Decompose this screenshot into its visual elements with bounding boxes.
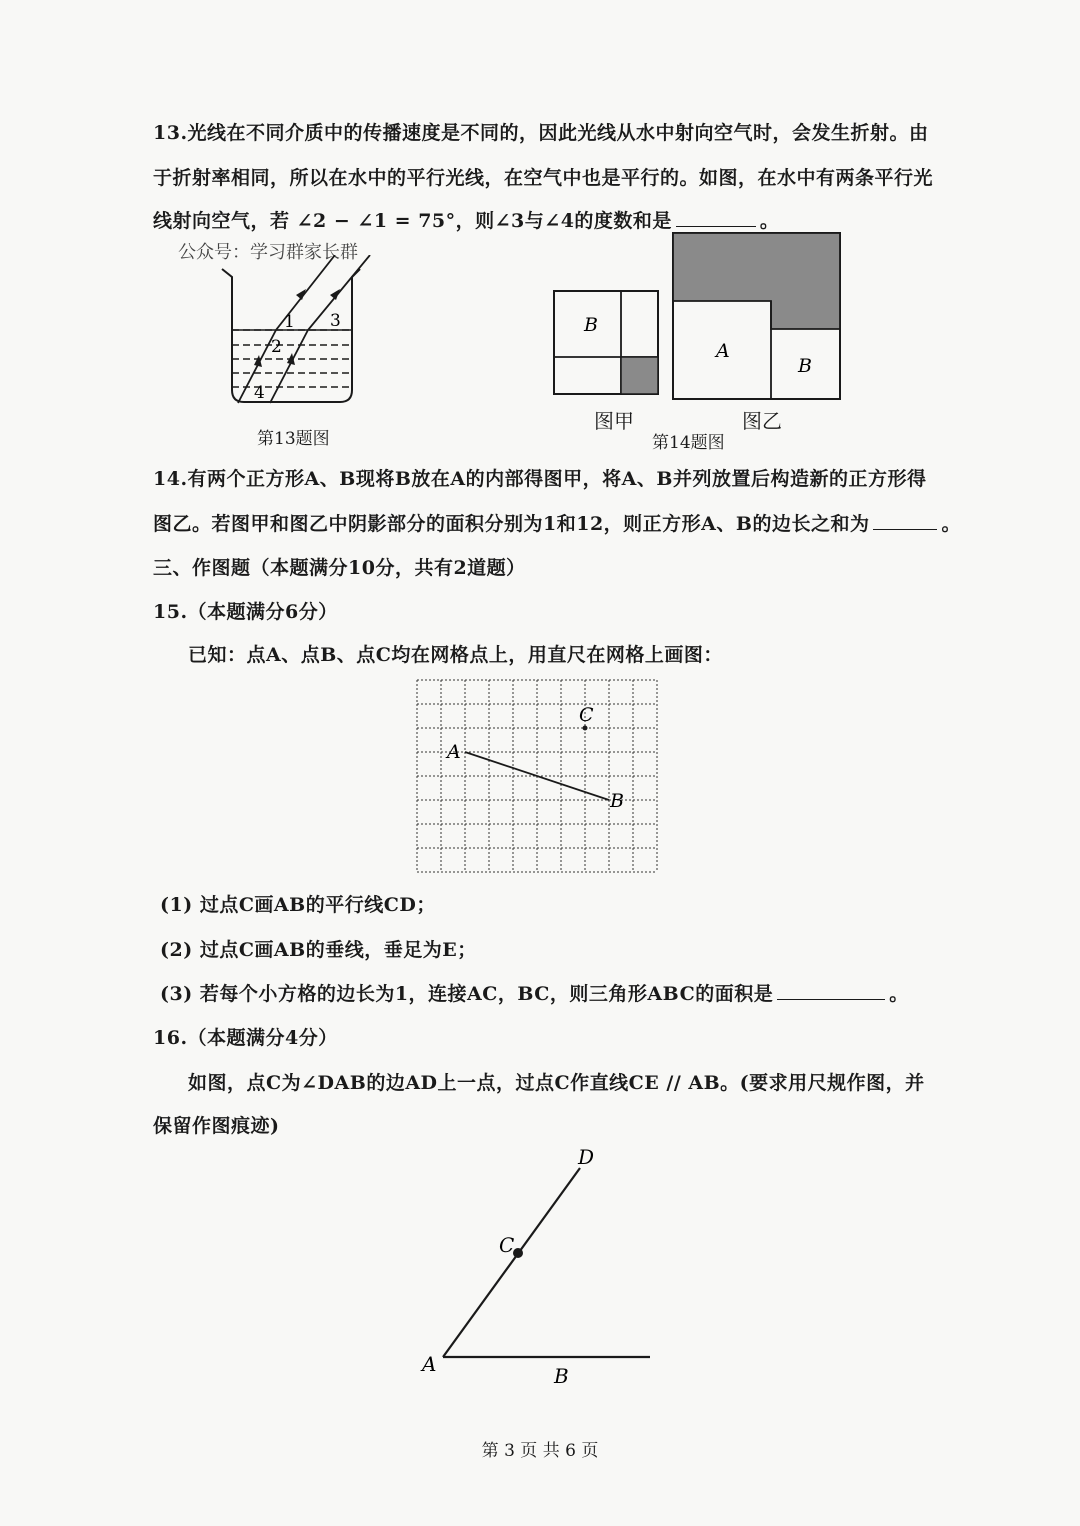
q15-given: 已知：点A、点B、点C均在网格点上，用直尺在网格上画图： [188,644,723,666]
figure-13-caption: 第13题图 [257,429,330,449]
point-c-grid [583,726,588,731]
label-d: D [578,1145,595,1169]
label-b: B [554,1364,569,1388]
label-b-jia: B [584,314,598,336]
label-a-yi: A [716,340,730,362]
shaded-square-jia [621,357,658,394]
figure-14-yi [670,231,845,401]
q13-question: 线射向空气，若 ∠2 − ∠1 = 75°，则∠3与∠4的度数和是 [153,210,672,232]
figure-14-yi-label: 图乙 [742,409,782,433]
angle-label-4: 4 [254,383,265,403]
q13-text-line3: 线射向空气，若 ∠2 − ∠1 = 75°，则∠3与∠4的度数和是 。 [153,210,780,232]
page-footer: 第 3 页 共 6 页 [481,1441,599,1461]
q14-text-line1: 14.有两个正方形A、B现将B放在A的内部得图甲，将A、B并列放置后构造新的正方形得 [153,468,927,490]
watermark: 公众号：学习群家长群 [178,242,358,263]
label-b-yi: B [798,355,812,377]
section-3-heading: 三、作图题（本题满分10分，共有2道题） [153,557,526,579]
q15-item3: (3) 若每个小方格的边长为1，连接AC，BC，则三角形ABC的面积是 。 [160,983,909,1005]
label-c: C [499,1233,515,1257]
q15-answer-blank[interactable] [777,998,885,1000]
figure-14-caption: 第14题图 [652,433,725,453]
q13-text-line2: 于折射率相同，所以在水中的平行光线，在空气中也是平行的。如图，在水中有两条平行光 [153,167,934,189]
q13-answer-blank[interactable] [676,225,756,227]
shaded-region-yi [673,233,840,329]
figure-14-jia [552,289,662,397]
beaker-outline [222,269,360,402]
q14-question: 图乙。若图甲和图乙中阴影部分的面积分别为1和12，则正方形A、B的边长之和为 [153,513,870,535]
q16-heading: 16.（本题满分4分） [153,1027,338,1049]
figure-16-angle [410,1140,670,1390]
ray-ad [443,1168,580,1357]
q15-item1: (1) 过点C画AB的平行线CD； [160,894,436,916]
q16-text-line1: 如图，点C为∠DAB的边AD上一点，过点C作直线CE // AB。(要求用尺规作图，并 [188,1072,925,1094]
angle-label-1: 1 [284,312,295,332]
figure-15-grid [415,678,659,874]
q15-item2: (2) 过点C画AB的垂线，垂足为E； [160,939,477,961]
figure-13-beaker [210,255,400,415]
angle-label-3: 3 [330,311,341,331]
q16-text-line2: 保留作图痕迹) [153,1115,280,1137]
q14-answer-blank[interactable] [873,528,937,530]
label-c-grid: C [579,704,594,726]
point-c [513,1248,523,1258]
label-b-grid: B [610,790,624,812]
label-a: A [422,1352,437,1376]
angle-label-2: 2 [271,337,282,357]
q13-text-line1: 13.光线在不同介质中的传播速度是不同的，因此光线从水中射向空气时，会发生折射。由 [153,122,929,144]
label-a-grid: A [447,741,461,763]
q15-item3-question: (3) 若每个小方格的边长为1，连接AC，BC，则三角形ABC的面积是 [160,983,774,1005]
figure-14-jia-label: 图甲 [594,409,634,433]
q14-text-line2: 图乙。若图甲和图乙中阴影部分的面积分别为1和12，则正方形A、B的边长之和为 。 [153,513,961,535]
q15-heading: 15.（本题满分6分） [153,601,338,623]
